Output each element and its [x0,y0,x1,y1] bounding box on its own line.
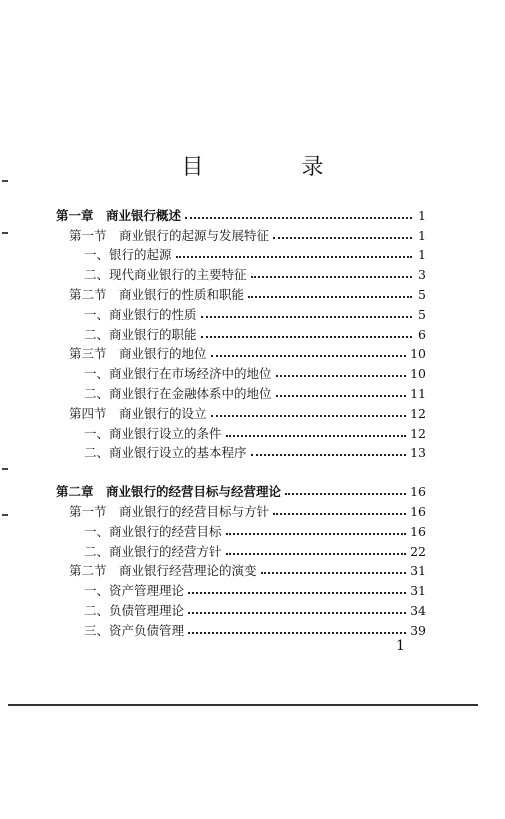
toc-entry-label: 第三节 商业银行的地位 [69,346,207,362]
toc-entry-label: 一、商业银行设立的条件 [84,425,222,441]
toc-leader-dots [251,454,407,456]
toc-entry-page: 31 [410,563,426,579]
toc-entry-page: 16 [410,484,426,500]
toc-leader-dots [261,572,407,574]
toc-chapter-entry [56,479,426,499]
toc-subsection-entry [56,381,426,401]
toc-leader-dots [226,533,407,535]
page-title: 目 录 [181,155,362,180]
toc-leader-dots [276,395,407,397]
scan-mark [2,468,8,470]
toc-subsection-entry [56,519,426,539]
scan-mark [2,232,8,234]
toc-subsection-entry [56,421,426,441]
toc-entry-page: 16 [410,523,426,539]
toc-leader-dots [211,355,407,357]
toc-entry-page: 31 [410,583,426,599]
toc-section-entry [56,401,426,421]
toc-section-entry [56,559,426,579]
toc-section-entry [56,223,426,243]
toc-entry-page: 1 [418,247,426,263]
toc-entry-label: 第一章 商业银行概述 [56,207,182,223]
toc-entry-page: 13 [410,445,426,461]
toc-section-entry [56,282,426,302]
toc-section-entry [56,499,426,519]
toc-leader-dots [188,612,406,614]
toc-entry-label: 一、银行的起源 [84,247,172,263]
toc-leader-dots [188,632,406,634]
toc-entry-label: 二、商业银行的经营方针 [84,543,222,559]
toc-entry-label: 第一节 商业银行的经营目标与方针 [69,503,270,519]
toc-entry-page: 10 [410,346,426,362]
toc-leader-dots [201,336,412,338]
toc-leader-dots [188,592,406,594]
toc-entry-label: 三、资产负债管理 [84,622,185,638]
toc-entry-page: 6 [418,326,426,342]
toc-entry-page: 1 [418,207,426,223]
toc-subsection-entry [56,243,426,263]
toc-entry-page: 3 [418,267,426,283]
toc-leader-dots [226,553,407,555]
toc-entry-label: 一、资产管理理论 [84,583,185,599]
toc-entry-page: 12 [410,405,426,421]
toc-subsection-entry [56,441,426,461]
toc-entry-label: 二、现代商业银行的主要特征 [84,267,247,283]
toc-leader-dots [251,276,412,278]
toc-entry-page: 34 [410,602,426,618]
toc-entry-label: 二、商业银行的职能 [84,326,197,342]
toc-section-entry [56,342,426,362]
toc-leader-dots [273,237,412,239]
toc-entry-label: 第四节 商业银行的设立 [69,405,207,421]
toc-entry-page: 10 [410,366,426,382]
toc-entry-label: 一、商业银行的经营目标 [84,523,222,539]
toc-leader-dots [276,375,407,377]
toc-entry-label: 二、商业银行设立的基本程序 [84,445,247,461]
toc-chapter-entry [56,203,426,223]
toc-entry-page: 11 [410,385,426,401]
chapter-gap [56,460,426,479]
page-number: 1 [396,638,405,654]
toc-entry-page: 1 [418,227,426,243]
scan-mark [2,514,8,516]
toc-entry-label: 二、负债管理理论 [84,602,185,618]
toc-leader-dots [226,435,407,437]
toc-subsection-entry [56,539,426,559]
toc-entry-label: 第二节 商业银行经营理论的演变 [69,563,257,579]
toc-leader-dots [285,493,406,495]
toc-subsection-entry [56,618,426,638]
toc-subsection-entry [56,598,426,618]
toc-entry-page: 5 [418,306,426,322]
toc-entry-page: 39 [410,622,426,638]
toc-subsection-entry [56,262,426,282]
toc-entry-page: 16 [410,503,426,519]
toc-leader-dots [201,316,412,318]
toc-entry-label: 一、商业银行的性质 [84,306,197,322]
toc-subsection-entry [56,322,426,342]
table-of-contents [56,203,426,638]
toc-entry-page: 5 [418,286,426,302]
toc-entry-page: 22 [410,543,426,559]
toc-leader-dots [273,513,406,515]
toc-entry-label: 第一节 商业银行的起源与发展特征 [69,227,270,243]
toc-entry-label: 第二章 商业银行的经营目标与经营理论 [56,484,282,500]
toc-entry-label: 一、商业银行在市场经济中的地位 [84,366,272,382]
toc-subsection-entry [56,578,426,598]
toc-subsection-entry [56,302,426,322]
toc-entry-page: 12 [410,425,426,441]
toc-leader-dots [248,296,412,298]
page-bottom-rule [8,704,478,706]
toc-entry-label: 二、商业银行在金融体系中的地位 [84,385,272,401]
toc-entry-label: 第二节 商业银行的性质和职能 [69,286,245,302]
toc-leader-dots [185,217,412,219]
toc-subsection-entry [56,361,426,381]
toc-leader-dots [176,256,412,258]
toc-leader-dots [211,415,407,417]
